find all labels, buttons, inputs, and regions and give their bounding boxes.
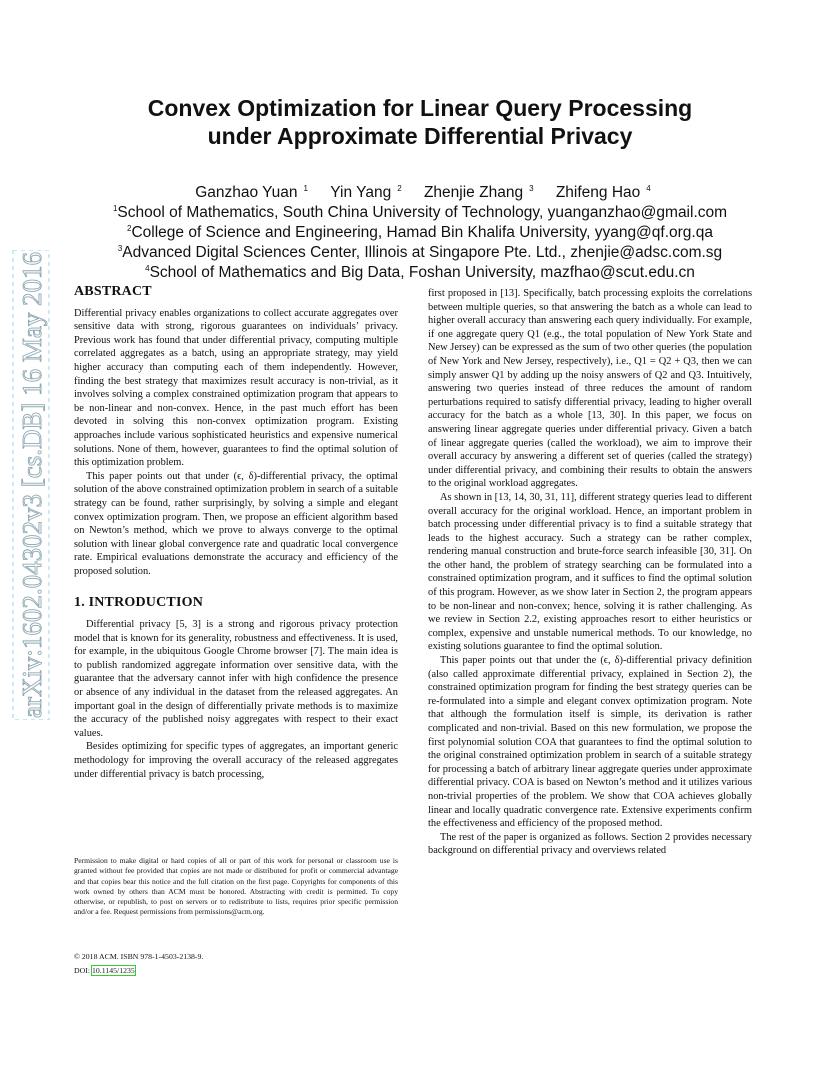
affiliation [80, 243, 760, 263]
affiliation-text: Advanced Digital Sciences Center, Illinois at Singapore Pte. Ltd., zhenjie@adsc.com.sg [122, 244, 723, 261]
arxiv-id: arXiv:1602.04302v3 [cs.DB] 16 May 2016 [17, 251, 47, 718]
abstract-paragraph-1: Differential privacy enables organizations to collect accurate aggregates over sensitive data with strong, rigorous guarantees on individuals’ privacy. Previous work has found that under differential privacy, computing multiple correlated aggregates as a batch, using an appropriate strategy, may yield higher accuracy than computing each of them independently. However, finding the best strategy that maximizes result accuracy is non-trivial, as it involves solving a complex constrained optimization program that appears to be non-linear and non-convex. Hence, in the past much effort has been devoted in solving this non-convex optimization program. Existing approaches include various sophisticated heuristics and expensive numerical solutions. None of them, however, guarantees to find the optimal solution of this optimization problem. [74, 307, 398, 469]
author-name: Zhenjie Zhang [423, 184, 524, 201]
author [324, 184, 401, 201]
author-mark: 1 [303, 183, 308, 193]
title-line-2: under Approximate Differential Privacy [207, 123, 633, 149]
affiliation-text: College of Science and Engineering, Hamad Bin Khalifa University, yyang@qf.org.qa [131, 224, 713, 241]
left-column [74, 285, 398, 781]
author [189, 184, 308, 201]
author-name: Yin Yang [330, 184, 392, 201]
affiliation-mark: 2 [127, 223, 132, 233]
author-name: Zhifeng Hao [555, 184, 641, 201]
right-paragraph-4: The rest of the paper is organized as follows. Section 2 provides necessary background on differential privacy and overviews related [428, 831, 752, 857]
permission-notice: Permission to make digital or hard copies of all or part of this work for personal or classroom use is granted without fee provided that copies are not made or distributed for profit or commercial advantage and that copies bear this notice and the full citation on the first page. Copyrights for components of this work owned by others than ACM must be honored. Abstracting with credit is permitted. To copy otherwise, or republish, to post on servers or to redistribute to lists, requires prior specific permission and/or a fee. Request permissions from permissions@acm.org. [74, 856, 398, 917]
affiliation-mark: 3 [117, 243, 123, 253]
arxiv-watermark-svg [11, 250, 51, 720]
author-names [80, 183, 760, 203]
affiliation [80, 263, 760, 283]
abstract-paragraph-2: This paper points out that under (ϵ, δ)-differential privacy, the optimal solution of the above constrained optimization problem in search of a suitable strategy can be found, rather surprisingly, by solving a simple and elegant convex optimization program. Then, we propose an efficient algorithm based on Newton’s method, which we prove to always converge to the optimal solution with linear global convergence rate and quadratic local convergence rate. Empirical evaluations demonstrate the accuracy and efficiency of the proposed solution. [74, 470, 398, 577]
paper-title [80, 94, 760, 150]
right-column [428, 287, 752, 858]
author-mark: 3 [529, 183, 534, 193]
title-line-1: Convex Optimization for Linear Query Processing [147, 95, 693, 121]
affiliation-text: School of Mathematics, South China University of Technology, yuanganzhao@gmail.com [117, 204, 728, 221]
introduction-heading: 1. INTRODUCTION [74, 595, 204, 611]
affiliation-text: School of Mathematics and Big Data, Foshan University, mazfhao@scut.edu.cn [149, 264, 695, 281]
introduction-paragraph-1: Differential privacy [5, 3] is a strong and rigorous privacy protection model that is known for its generality, robustness and effectiveness. It is used, for example, in the ubiquitous Google Chrome browser [7]. The main idea is to publish randomized aggregate information over sensitive data, with the guarantee that the adversary cannot infer with high confidence the presence or absence of any individual in the dataset from the released aggregates. An important goal in the design of differentially private methods is to maximize the accuracy of the published noisy aggregates with respect to their exact values. [74, 619, 398, 739]
doi-line [74, 964, 398, 978]
affiliation [80, 203, 760, 223]
affiliation [80, 223, 760, 243]
arxiv-watermark [11, 250, 51, 720]
affiliation-mark: 1 [112, 203, 118, 213]
doi-link[interactable]: 10.1145/1235 [91, 966, 135, 975]
author-mark: 4 [646, 183, 651, 193]
author-name: Ganzhao Yuan [195, 184, 298, 201]
author-mark: 2 [397, 183, 402, 193]
copyright-block [74, 950, 398, 978]
right-paragraph-2: As shown in [13, 14, 30, 31, 11], different strategy queries lead to different overall accuracy for the original workload. Hence, an important problem in batch processing under differential privacy is to find a suitable strategy that leads to the highest accuracy. Such a strategy can be rather complex, rendering manual construction and brute-force search infeasible [30, 31]. On the other hand, the problem of strategy searching can be formulated into a constrained optimization program, and it suffices to find the optimal solution of this program. However, as we show later in Section 2, the program appears to be non-linear and non-convex; hence, solving it is rather challenging. As we review in Section 2.2, existing approaches resort to either heuristics or complex, expensive and unstable numerical methods. To our knowledge, no existing solutions guarantee to find the optimal solution. [428, 491, 752, 653]
right-paragraph-1: first proposed in [13]. Specifically, batch processing exploits the correlations between multiple queries, so that answering the batch as a whole can lead to higher overall accuracy than answering each query individually. For example, if one aggregate query Q1 (e.g., the total population of New York State and New Jersey) can be expressed as the sum of two other queries (the population of New York and New Jersey, respectively), i.e., Q1 = Q2 + Q3, then we can simply answer Q1 by adding up the noisy answers of Q2 and Q3. Intuitively, answering two queries instead of three reduces the amount of random perturbations required to satisfy differential privacy, leading to higher overall accuracy for the batch as a whole [13, 30]. In this paper, we focus on answering linear aggregate queries under differential privacy. Given a batch of linear aggregate queries (called the workload), we aim to improve their overall accuracy by answering a different set of queries (called the strategy) under differential privacy, and combining their results to obtain the answers to the original workload aggregates. [428, 288, 752, 490]
copyright-line: © 2018 ACM. ISBN 978-1-4503-2138-9. [74, 952, 204, 961]
introduction-paragraph-2: Besides optimizing for specific types of aggregates, an important generic methodology for improving the overall accuracy of the released aggregates under differential privacy is batch processing, [74, 741, 398, 780]
right-paragraph-3: This paper points out that under the (ϵ, δ)-differential privacy definition (also called approximate differential privacy, explained in Section 2), the constrained optimization program for finding the best strategy queries can be re-formulated into a simple and elegant convex optimization program. Note that although the formulation itself is simple, its derivation is rather complicated and non-trivial. Based on this new formulation, we propose the first polynomial solution COA that guarantees to find the optimal solution to the original constrained optimization problem in search of a suitable strategy for processing a batch of arbitrary linear aggregate queries under approximate differential privacy. COA is based on Newton’s method and it utilizes various non-trivial properties of the problem. We show that COA achieves globally linear and locally quadratic convergence rate. Extensive experiments confirm the effectiveness and efficiency of the proposed method. [428, 655, 752, 830]
author [550, 184, 651, 201]
doi-label: DOI: [74, 966, 91, 975]
author [418, 184, 534, 201]
author-block [80, 183, 760, 283]
affiliation-mark: 4 [145, 263, 150, 273]
abstract-heading: ABSTRACT [74, 284, 152, 299]
